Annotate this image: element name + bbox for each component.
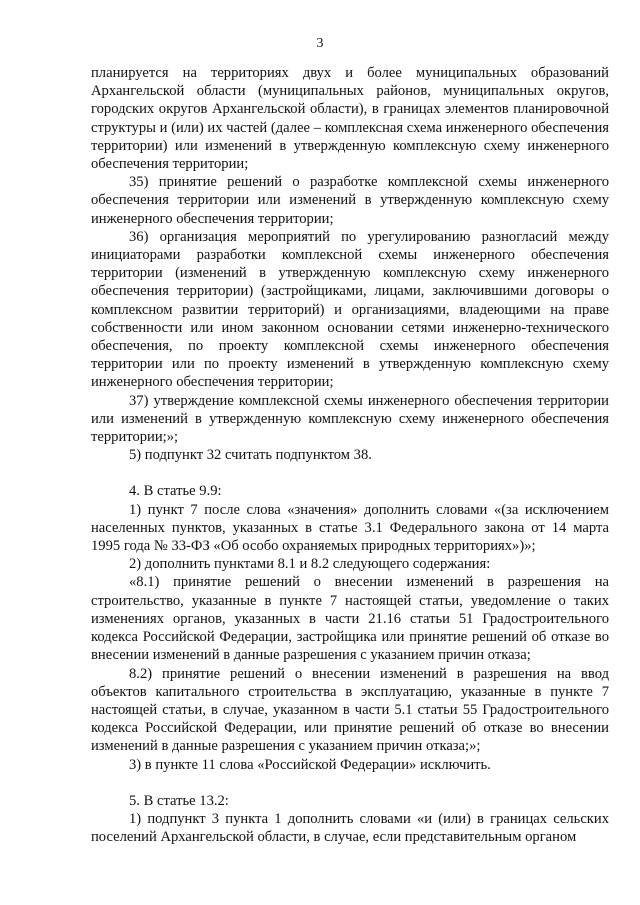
paragraph: 2) дополнить пунктами 8.1 и 8.2 следующего содержания: <box>129 556 491 573</box>
paragraph: «8.1) принятие решений о внесении изменений в разрешения на строительство, указанные в пункте 7 настоящей статьи, уведомление о таких изменениях органов, указанных в части 21.16 статьи 51 Градостроительного кодекса Российской Федерации, застройщика или принятие решений об отказе во внесении изменений в данные разрешения с указанием причин отказа; <box>91 574 609 664</box>
document-body <box>91 64 609 846</box>
paragraph: 5) подпункт 32 считать подпунктом 38. <box>129 447 372 464</box>
paragraph: 1) пункт 7 после слова «значения» дополнить словами «(за исключением населенных пунктов, указанных в статье 3.1 Федерального закона от 14 марта 1995 года № 33-ФЗ «Об особо охраняемых природных территориях»)»; <box>91 501 609 555</box>
page-number: 3 <box>316 36 324 51</box>
paragraph: 3) в пункте 11 слова «Российской Федерации» исключить. <box>129 756 491 773</box>
paragraph: 8.2) принятие решений о внесении изменений в разрешения на ввод объектов капитального строительства в эксплуатацию, указанные в пункте 7 настоящей статьи, в случае, указанном в части 5.1 статьи 55 Градостроительного кодекса Российской Федерации, или принятие решений об отказе во внесении изменений в данные разрешения с указанием причин отказа;»; <box>91 665 609 755</box>
paragraph: 4. В статье 9.9: <box>129 483 222 500</box>
paragraph: 5. В статье 13.2: <box>129 792 229 809</box>
paragraph: 1) подпункт 3 пункта 1 дополнить словами «и (или) в границах сельских поселений Архангельской области, в случае, если представительным органом <box>91 810 609 846</box>
paragraph: 35) принятие решений о разработке комплексной схемы инженерного обеспечения территории или изменений в утвержденную комплексную схему инженерного обеспечения территории; <box>91 174 609 227</box>
paragraph: планируется на территориях двух и более муниципальных образований Архангельской области (муниципальных районов, муниципальных округов, городских округов Архангельской области), в границах элементов планировочной структуры и (или) их частей (далее – комплексная схема инженерного обеспечения территории) или изменений в утвержденную комплексную схему инженерного обеспечения территории; <box>91 65 609 173</box>
paragraph: 36) организация мероприятий по урегулированию разногласий между инициаторами разработки комплексной схемы инженерного обеспечения территории (изменений в утвержденную комплексную схему инженерного обеспечения территории) (застройщиками, лицами, заключившими договоры о комплексном развитии территорий) и организациями, владеющими на праве собственности или ином законном основании сетями инженерно-технического обеспечения, по проекту комплексной схемы инженерного обеспечения территории или по проекту изменений в утвержденную комплексную схему инженерного обеспечения территории; <box>91 228 609 391</box>
paragraph: 37) утверждение комплексной схемы инженерного обеспечения территории или изменений в утвержденную комплексную схему инженерного обеспечения территории;»; <box>91 392 609 446</box>
